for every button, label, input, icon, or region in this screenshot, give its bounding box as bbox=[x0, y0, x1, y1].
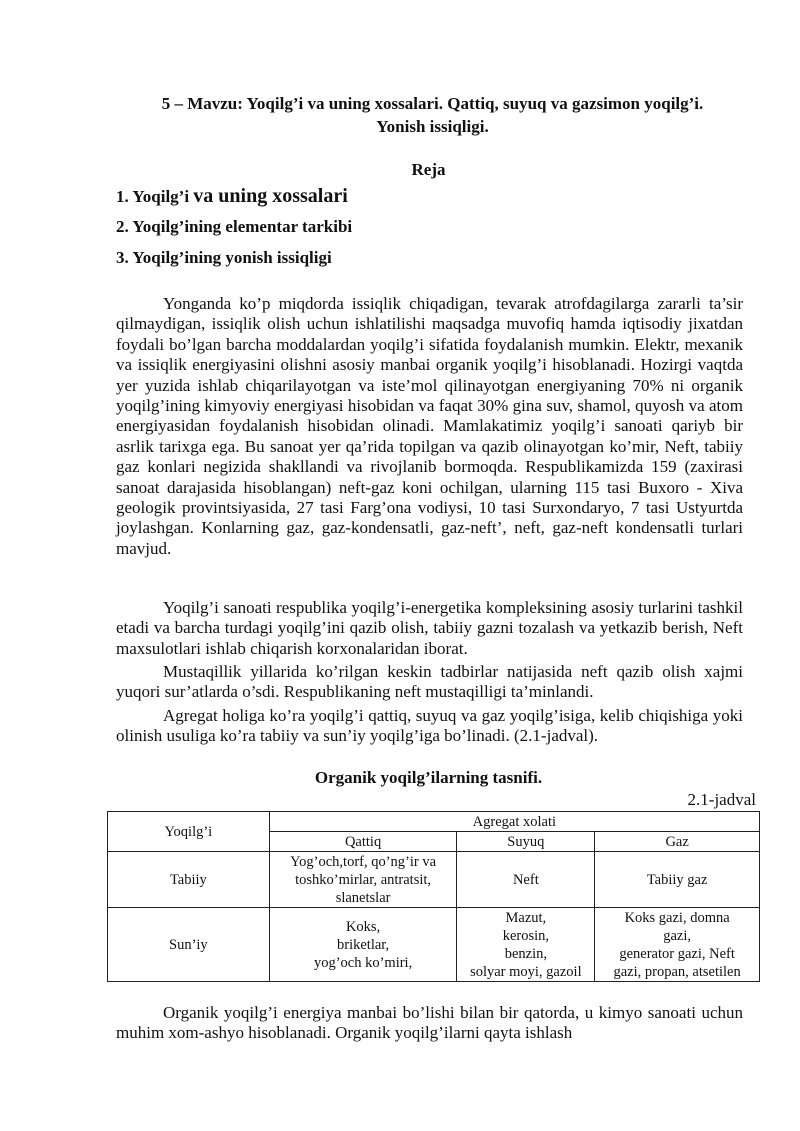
cell-line: Koks gazi, domna bbox=[624, 909, 730, 926]
cell-line: toshko’mirlar, antratsit, bbox=[295, 871, 432, 888]
cell-line: solyar moyi, gazoil bbox=[470, 963, 582, 980]
cell-line: Yog’och,torf, qo’ng’ir va bbox=[290, 853, 437, 870]
table-header-row-1 bbox=[108, 812, 760, 832]
cell-line: slanetslar bbox=[335, 889, 391, 906]
paragraph-3: Mustaqillik yillarida ko’rilgan keskin tadbirlar natijasida neft qazib olish xajmi yuqori sur’atlarda o’sdi. Respublikaning neft mustaqilligi ta’minlandi. bbox=[116, 662, 743, 702]
cell-line: Neft bbox=[512, 871, 539, 888]
table-row bbox=[108, 852, 760, 908]
plan-heading: Reja bbox=[411, 160, 446, 179]
cell-line: kerosin, bbox=[502, 927, 549, 944]
cell-line: Mazut, bbox=[505, 909, 547, 926]
cell-line: yog’och ko’miri, bbox=[313, 954, 413, 971]
header-aggregate-state: Agregat xolati bbox=[269, 812, 759, 832]
table-title: Organik yoqilg’ilarning tasnifi. bbox=[314, 768, 543, 787]
page-title bbox=[110, 92, 755, 138]
plan-item-2: 2. Yoqilg’ining elementar tarkibi bbox=[116, 217, 353, 236]
paragraph-4: Agregat holiga ko’ra yoqilg’i qattiq, suyuq va gaz yoqilg’isiga, kelib chiqishiga yoki olinish usuliga ko’ra tabiiy va sun’iy yoqilg’iga bo’linadi. (2.1-jadval). bbox=[116, 706, 743, 746]
row-label: Tabiiy bbox=[108, 852, 270, 908]
table-cell bbox=[457, 908, 595, 982]
cell-line: briketlar, bbox=[337, 936, 390, 953]
table-cell bbox=[457, 852, 595, 908]
table-cell bbox=[269, 852, 457, 908]
title-line-2: Yonish issiqligi. bbox=[376, 117, 489, 136]
table-cell bbox=[595, 852, 760, 908]
cell-line: Tabiiy gaz bbox=[646, 871, 708, 888]
closing-paragraph: Organik yoqilg’i energiya manbai bo’lishi bilan bir qatorda, u kimyo sanoati uchun muhim xom-ashyo hisoblanadi. Organik yoqilg’ilarni qayta ishlash bbox=[116, 1003, 743, 1043]
cell-line: Koks, bbox=[345, 918, 381, 935]
paragraph-1: Yonganda ko’p miqdorda issiqlik chiqadigan, tevarak atrofdagilarga zararli ta’sir qilmaydigan, issiqlik olish uchun ishlatilishi maqsadga muvofiq hamda iqtisodiy jixatdan foydali bo’lgan barcha moddalardan yoqilg’i sifatida foydalanish mumkin. Elektr, mexanik va issiqlik energiyasini olishni asosiy manbai organik yoqilg’i hisoblanadi. Hozirgi vaqtda yer yuzida ishlab chiqarilayotgan va iste’mol qilinayotgan energiyaning 70% ni organik yoqilg’ining kimyoviy energiyasi hisobidan va faqat 30% gina suv, shamol, quyosh va atom energiyasidan foydalanish hisobidan olinadi. Mamlakatimiz yoqilg’i sanoati qariyb bir asrlik tarixga ega. Bu sanoat yer qa’rida topilgan va qazib olinayotgan ko’mir, Neft, tabiiy gaz konlari negizida shakllandi va rivojlanib bormoqda. Respublikamizda 159 (zaxirasi sanoat darajasida hisoblangan) neft-gaz koni ochilgan, ularning 115 tasi Buxoro - Xiva geologik provintsiyasida, 27 tasi Farg’ona vodiysi, 10 tasi Surxondaryo, 7 tasi Ustyurtda joylashgan. Konlarning gaz, gaz-kondensatli, gaz-neft’, neft, gaz-neft kondensatli turlari mavjud. bbox=[116, 294, 743, 558]
header-liquid: Suyuq bbox=[457, 832, 595, 852]
table-cell bbox=[595, 908, 760, 982]
header-fuel: Yoqilg’i bbox=[108, 812, 270, 852]
cell-line: generator gazi, Neft bbox=[619, 945, 735, 962]
table-cell bbox=[269, 908, 457, 982]
paragraph-2: Yoqilg’i sanoati respublika yoqilg’i-energetika kompleksining asosiy turlarini tashkil etadi va barcha turdagi yoqilg’ini qazib olish, tabiiy gazni tozalash va yetkazib berish, Neft maxsulotlari ishlab chiqarish korxonalaridan iborat. bbox=[116, 598, 743, 658]
title-line-1: 5 – Mavzu: Yoqilg’i va uning xossalari. Qattiq, suyuq va gazsimon yoqilg’i. bbox=[161, 94, 704, 113]
plan-item-1-prefix: 1. Yoqilg’i bbox=[116, 187, 194, 206]
cell-line: benzin, bbox=[504, 945, 547, 962]
cell-line: gazi, propan, atsetilen bbox=[613, 963, 741, 980]
classification-table bbox=[107, 811, 760, 982]
plan-item-1-rest: va uning xossalari bbox=[193, 185, 348, 207]
plan-item-3: 3. Yoqilg’ining yonish issiqligi bbox=[116, 248, 332, 267]
table-number: 2.1-jadval bbox=[687, 790, 756, 809]
header-solid: Qattiq bbox=[269, 832, 457, 852]
plan-item-1 bbox=[116, 185, 348, 208]
row-label: Sun’iy bbox=[108, 908, 270, 982]
table-row bbox=[108, 908, 760, 982]
header-gas: Gaz bbox=[595, 832, 760, 852]
cell-line: gazi, bbox=[663, 927, 691, 944]
